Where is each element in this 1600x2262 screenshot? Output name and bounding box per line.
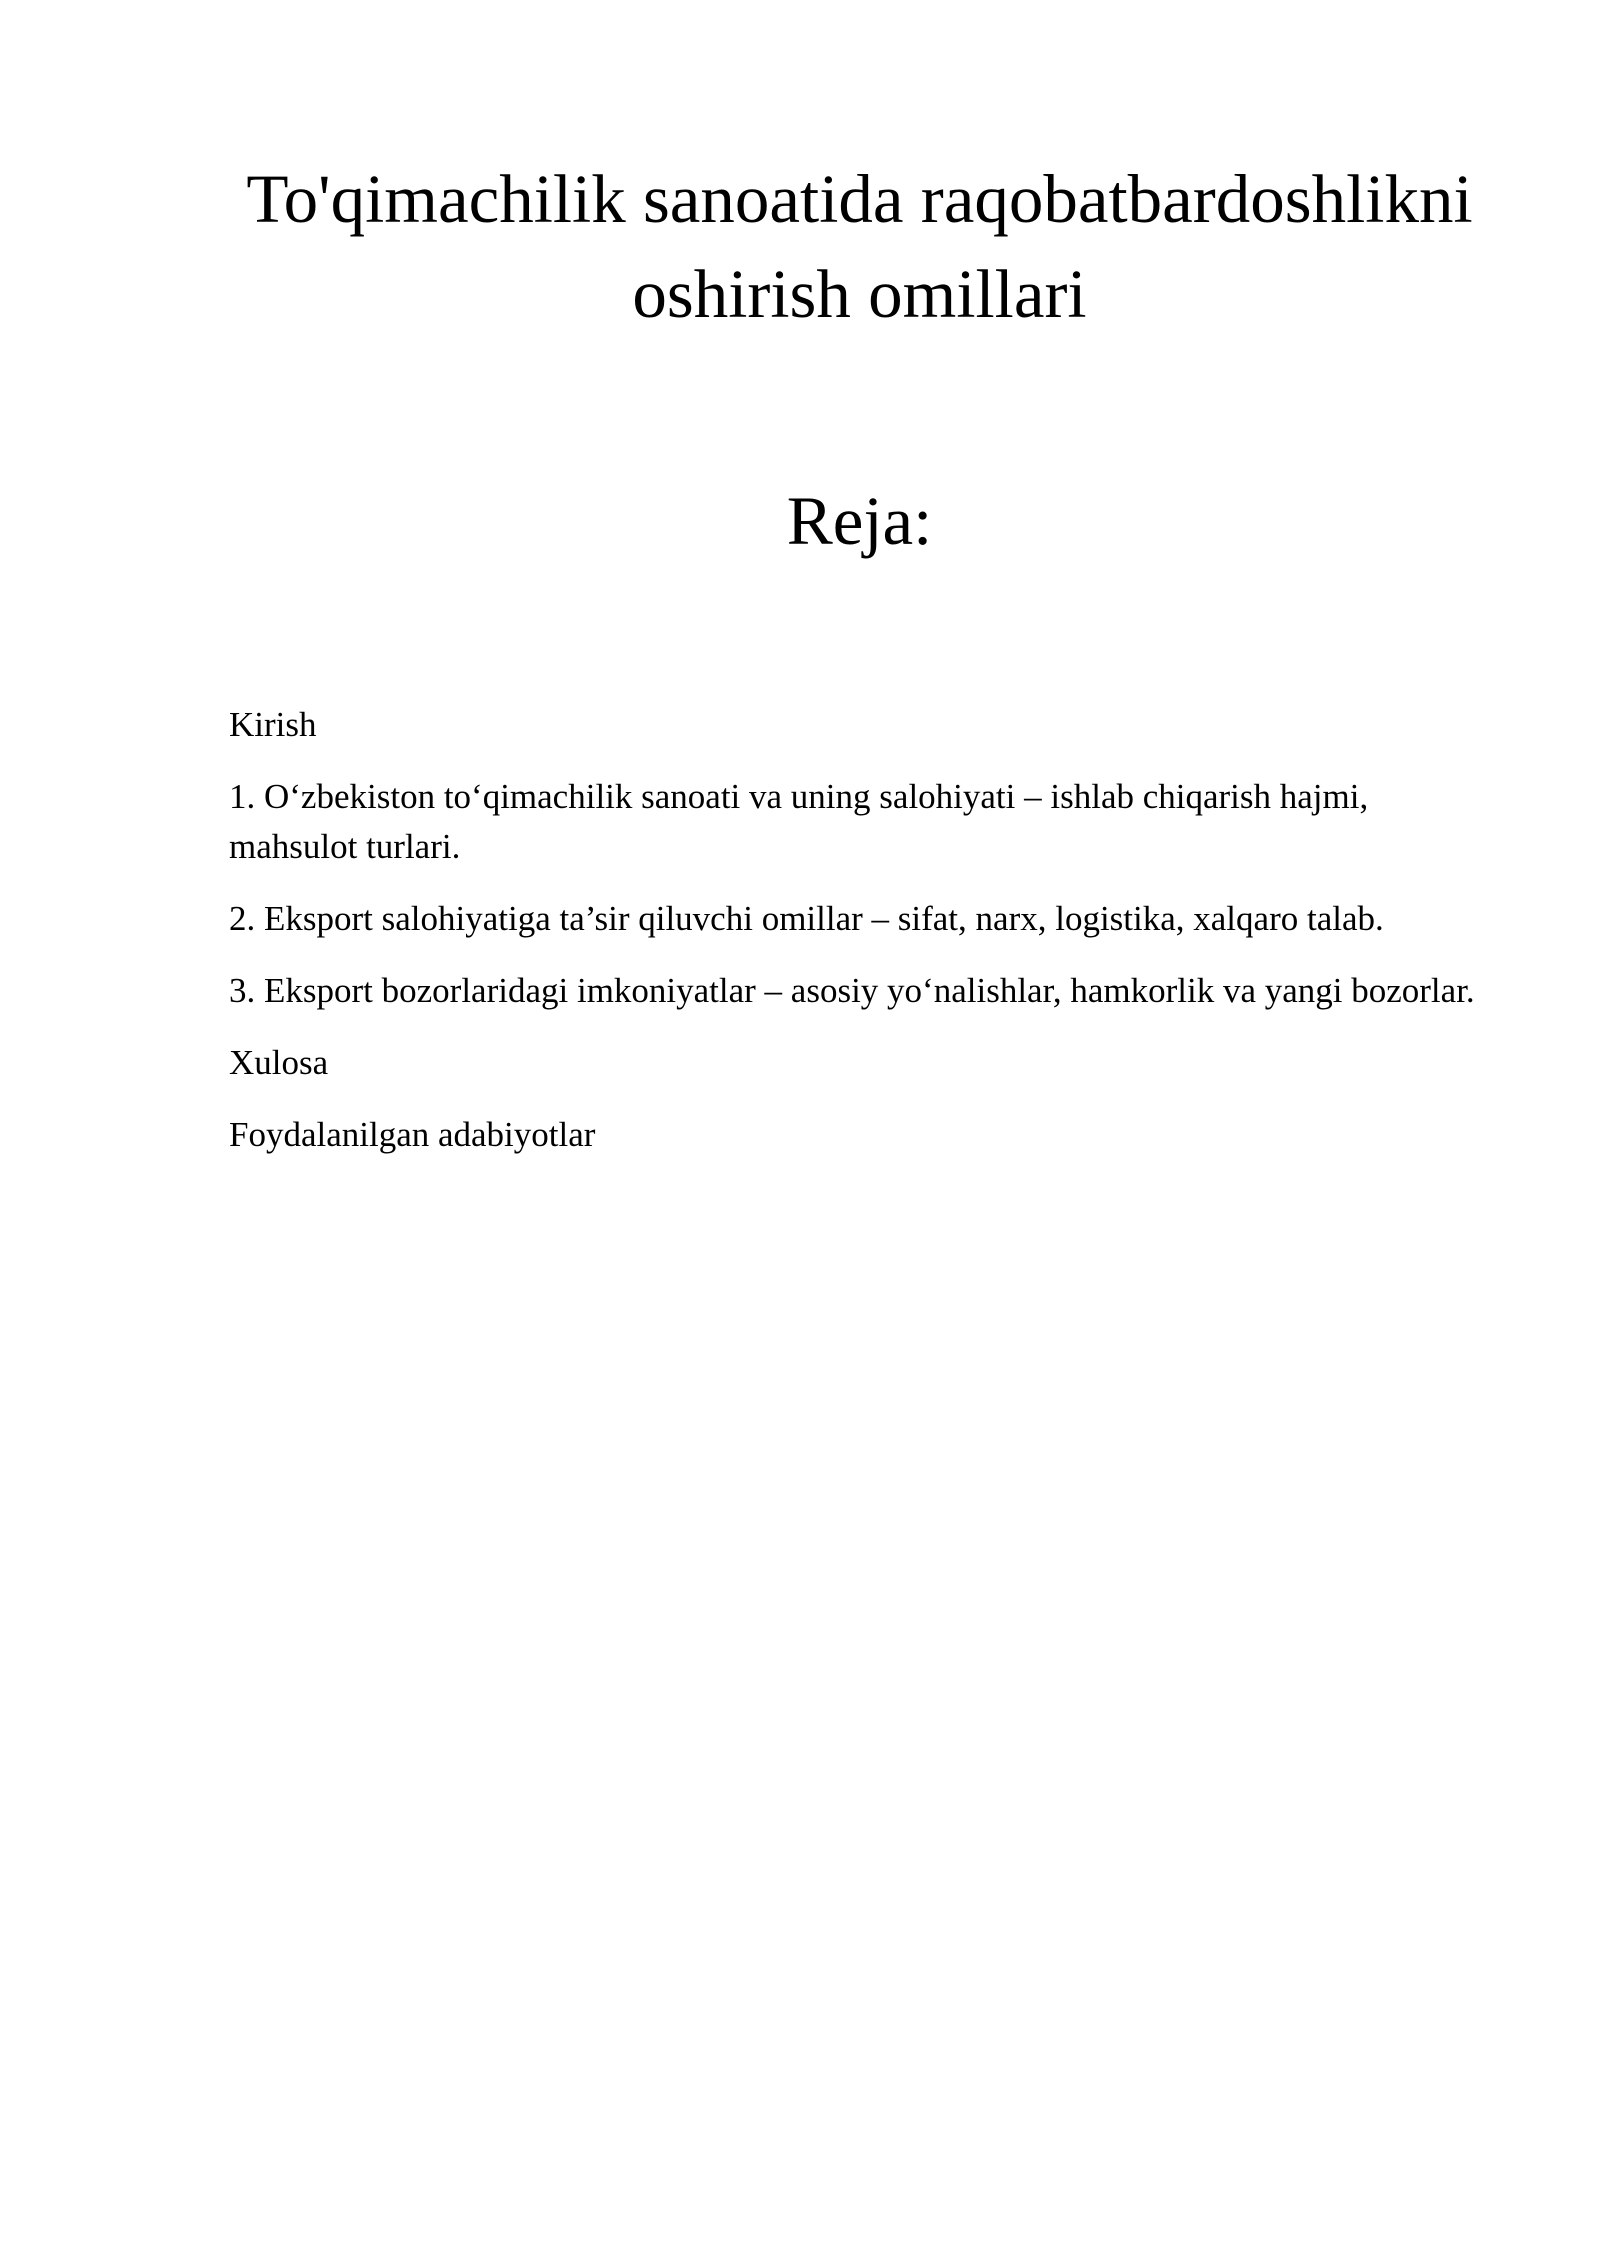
plan-list	[229, 700, 1499, 1182]
plan-heading: Reja:	[786, 483, 933, 559]
plan-item-2: 2. Eksport salohiyatiga ta’sir qiluvchi omillar – sifat, narx, logistika, xalqaro talab.	[229, 899, 1384, 938]
plan-item-1: 1. O‘zbekiston to‘qimachilik sanoati va uning salohiyati – ishlab chiqarish hajmi, mahsulot turlari.	[229, 777, 1369, 866]
plan-item-conclusion: Xulosa	[229, 1043, 329, 1082]
document-title-line-1: To'qimachilik sanoatida raqobatbardoshlikni	[246, 161, 1473, 237]
document-title-line-2: oshirish omillari	[632, 256, 1087, 332]
plan-item-introduction: Kirish	[229, 705, 317, 744]
plan-item-3: 3. Eksport bozorlaridagi imkoniyatlar – asosiy yo‘nalishlar, hamkorlik va yangi bozorlar.	[229, 971, 1475, 1010]
plan-item-references: Foydalanilgan adabiyotlar	[229, 1115, 596, 1154]
document-title	[229, 152, 1490, 342]
